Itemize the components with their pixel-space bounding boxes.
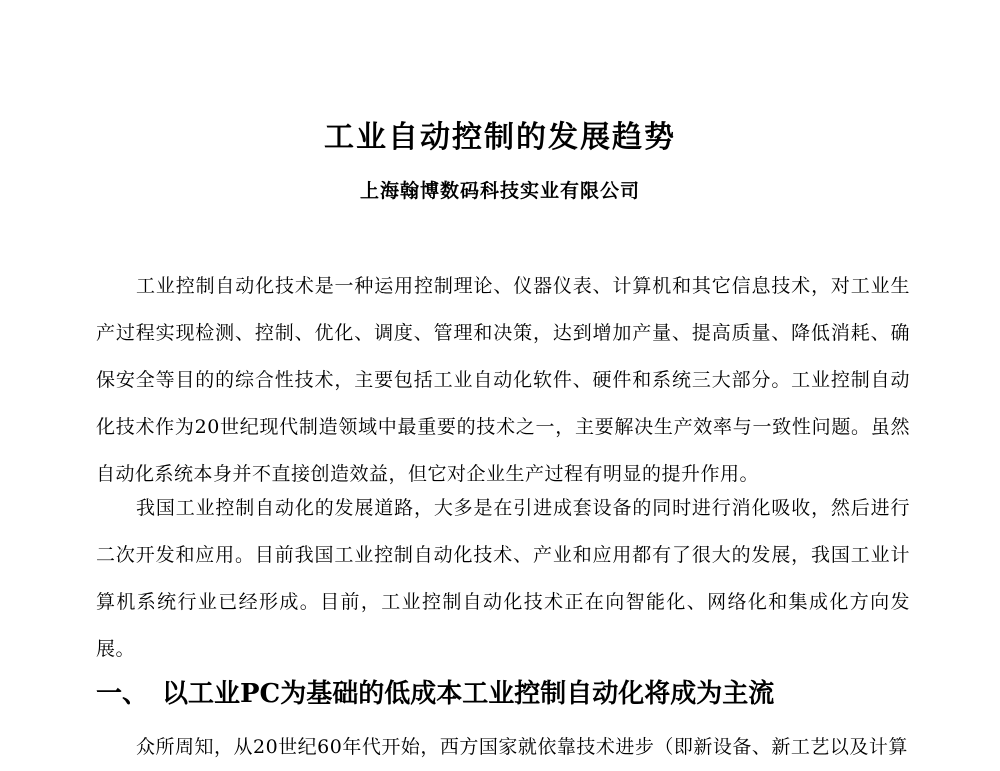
document-title: 工业自动控制的发展趋势: [324, 120, 676, 155]
paragraph-intro: 工业控制自动化技术是一种运用控制理论、仪器仪表、计算机和其它信息技术，对工业生产过程实现检测、控制、优化、调度、管理和决策，达到增加产量、提高质量、降低消耗、确保安全等目的的综合性技术，主要包括工业自动化软件、硬件和系统三大部分。工业控制自动化技术作为20世纪现代制造领域中最重要的技术之一，主要解决生产效率与一致性问题。虽然自动化系统本身并不直接创造效益，但它对企业生产过程有明显的提升作用。: [96, 275, 910, 485]
section-paragraph: 众所周知，从20世纪60年代开始，西方国家就依靠技术进步（即新设备、新工艺以及计算: [136, 736, 908, 758]
paragraph-development: 我国工业控制自动化的发展道路，大多是在引进成套设备的同时进行消化吸收，然后进行二次开发和应用。目前我国工业控制自动化技术、产业和应用都有了很大的发展，我国工业计算机系统行业已经形成。目前，工业控制自动化技术正在向智能化、网络化和集成化方向发展。: [96, 497, 910, 660]
company-subtitle: 上海翰博数码科技实业有限公司: [359, 180, 640, 202]
section-title: 以工业PC为基础的低成本工业控制自动化将成为主流: [162, 679, 775, 709]
section-number: 一、: [96, 679, 149, 709]
section-heading: [96, 676, 910, 712]
